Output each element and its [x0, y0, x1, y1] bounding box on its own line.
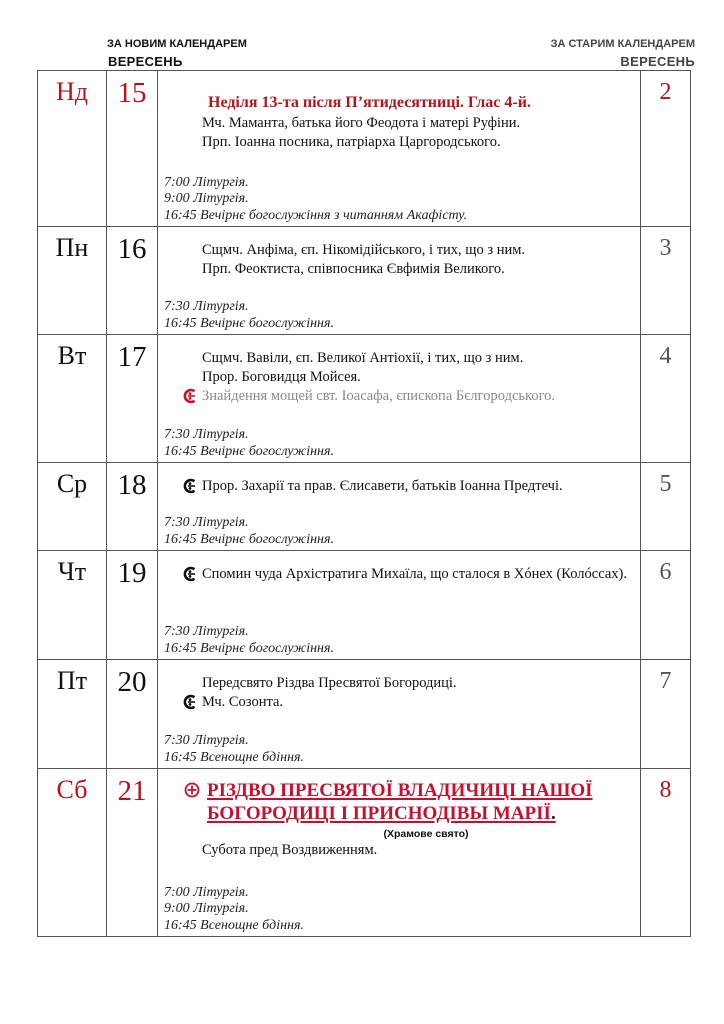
- service-time: 7:30 Літургія.: [164, 733, 249, 748]
- temple-feast-note: (Храмове свято): [383, 828, 469, 840]
- weekday-cell: [38, 660, 107, 768]
- service-time: 16:45 Всенощне бдіння.: [164, 749, 305, 765]
- old-date: 3: [659, 235, 672, 261]
- weekday: Чт: [57, 557, 87, 586]
- black-typikon-icon: [182, 566, 198, 582]
- new-date-cell: [107, 660, 158, 768]
- calendar-row: [38, 71, 690, 226]
- old-date: 5: [659, 471, 672, 497]
- day-content-cell: [158, 660, 641, 768]
- day-content-cell: [158, 463, 641, 550]
- new-date-cell: [107, 335, 158, 462]
- weekday-cell: [38, 463, 107, 550]
- calendar-row: [38, 334, 690, 462]
- service-time: 7:00 Літургія.: [164, 884, 249, 900]
- red-circled-cross-icon: [184, 782, 200, 798]
- old-date-cell: [641, 463, 690, 550]
- saint-line: Сщмч. Анфіма, єп. Нікомідійського, і тих, що з ним.: [202, 242, 526, 258]
- new-calendar-month: ВЕРЕСЕНЬ: [108, 54, 183, 69]
- service-time: 7:30 Літургія.: [164, 515, 249, 530]
- service-schedule: [164, 733, 636, 766]
- commemorations: [176, 674, 636, 712]
- service-schedule: [164, 427, 636, 460]
- calendar-row: [38, 659, 690, 768]
- service-time: 16:45 Вечірнє богослужіння.: [164, 443, 334, 459]
- old-calendar-month: ВЕРЕСЕНЬ: [620, 54, 695, 69]
- old-date: 4: [659, 343, 672, 369]
- calendar-row: [38, 550, 690, 659]
- great-feast-line: БОГОРОДИЦІ І ПРИСНОДІВЫ МАРІЇ: [207, 803, 551, 824]
- new-date: 21: [117, 775, 147, 807]
- weekday: Сб: [56, 775, 88, 804]
- new-date-cell: [107, 769, 158, 936]
- black-typikon-icon: [182, 478, 198, 494]
- old-date-cell: [641, 71, 690, 226]
- new-date-cell: [107, 71, 158, 226]
- service-time: 9:00 Літургія.: [164, 901, 249, 916]
- service-time: 7:00 Літургія.: [164, 174, 249, 190]
- saint-text: Спомин чуда Архістратига Михаїла, що сталося в Хóнех (Колóссах).: [202, 566, 627, 582]
- old-date: 8: [659, 777, 672, 803]
- saint-line: Сщмч. Вавіли, єп. Великої Антіохії, і тих, що з ним.: [202, 350, 524, 366]
- commemorations: [176, 349, 636, 406]
- calendar-row: [38, 768, 690, 936]
- service-schedule: [164, 515, 636, 548]
- commemorations: [176, 241, 636, 279]
- service-time: 7:30 Літургія.: [164, 427, 249, 442]
- service-time: 16:45 Вечірнє богослужіння.: [164, 531, 334, 547]
- saint-line: [176, 477, 636, 496]
- old-date: 2: [659, 79, 672, 105]
- service-schedule: [164, 885, 636, 935]
- weekday-cell: [38, 227, 107, 334]
- new-date: 17: [117, 341, 147, 373]
- weekday-cell: [38, 769, 107, 936]
- old-calendar-title: ЗА СТАРИМ КАЛЕНДАРЕМ: [550, 38, 695, 50]
- new-date: 16: [117, 233, 147, 265]
- new-date: 19: [117, 557, 147, 589]
- commemorations: [176, 93, 636, 152]
- new-date-cell: [107, 227, 158, 334]
- new-date: 20: [117, 666, 147, 698]
- old-date-cell: [641, 660, 690, 768]
- new-calendar-title: ЗА НОВИМ КАЛЕНДАРЕМ: [107, 38, 247, 50]
- calendar-table: [37, 70, 691, 937]
- service-time: 7:30 Літургія.: [164, 624, 249, 639]
- saint-line: [176, 387, 636, 406]
- saint-line: Субота пред Воздвиженням.: [202, 842, 378, 858]
- old-date: 6: [659, 559, 672, 585]
- day-content-cell: [158, 335, 641, 462]
- day-content-cell: [158, 551, 641, 659]
- service-time: 16:45 Вечірнє богослужіння з читанням Акафісту.: [164, 207, 468, 223]
- saint-text: Знайдення мощей свт. Іоасафа, єпископа Бєлгородського.: [202, 388, 556, 404]
- great-feast-period: .: [550, 803, 556, 824]
- service-time: 16:45 Вечірнє богослужіння.: [164, 315, 334, 331]
- saint-line: [176, 693, 636, 712]
- commemorations: [176, 779, 636, 860]
- great-feast-title: [176, 779, 636, 825]
- new-date-cell: [107, 551, 158, 659]
- day-content-cell: [158, 227, 641, 334]
- old-date-cell: [641, 335, 690, 462]
- saint-line: Прор. Боговидця Мойсея.: [202, 369, 361, 385]
- saint-line: [176, 565, 632, 584]
- service-time: 16:45 Вечірнє богослужіння.: [164, 640, 334, 656]
- saint-line: Прп. Іоанна посника, патріарха Царгородського.: [202, 134, 501, 150]
- saint-line: Передсвято Різдва Пресвятої Богородиці.: [202, 675, 457, 691]
- weekday-cell: [38, 71, 107, 226]
- weekday: Вт: [57, 341, 87, 370]
- day-content-cell: [158, 71, 641, 226]
- saint-text: Прор. Захарії та прав. Єлисавети, батьків Іоанна Предтечі.: [202, 478, 563, 494]
- new-date: 15: [117, 77, 147, 109]
- day-content-cell: [158, 769, 641, 936]
- sunday-title: Неділя 13-та після П’ятидесятниці. Глас 4-й.: [208, 94, 531, 111]
- service-schedule: [164, 299, 636, 332]
- saint-text: Мч. Созонта.: [202, 694, 284, 710]
- service-time: 16:45 Всенощне бдіння.: [164, 917, 305, 933]
- red-typikon-icon: [182, 388, 198, 404]
- old-date-cell: [641, 551, 690, 659]
- great-feast-line: РІЗДВО ПРЕСВЯТОЇ ВЛАДИЧИЦІ НАШОЇ: [207, 780, 593, 801]
- old-date-cell: [641, 227, 690, 334]
- commemorations: [176, 477, 636, 496]
- service-schedule: [164, 624, 636, 657]
- service-time: 7:30 Літургія.: [164, 299, 249, 314]
- weekday-cell: [38, 551, 107, 659]
- saint-line: Прп. Феоктиста, співпосника Євфимія Великого.: [202, 261, 505, 277]
- old-date-cell: [641, 769, 690, 936]
- weekday: Нд: [55, 77, 88, 106]
- calendar-row: [38, 226, 690, 334]
- calendar-row: [38, 462, 690, 550]
- commemorations: [176, 565, 636, 584]
- old-date: 7: [659, 668, 672, 694]
- black-typikon-icon: [182, 694, 198, 710]
- service-schedule: [164, 175, 636, 225]
- weekday: Пн: [55, 233, 89, 262]
- new-date-cell: [107, 463, 158, 550]
- weekday-cell: [38, 335, 107, 462]
- weekday: Ср: [56, 469, 88, 498]
- saint-line: Мч. Маманта, батька його Феодота і матері Руфіни.: [202, 115, 521, 131]
- service-time: 9:00 Літургія.: [164, 191, 249, 206]
- weekday: Пт: [56, 666, 88, 695]
- new-date: 18: [117, 469, 147, 501]
